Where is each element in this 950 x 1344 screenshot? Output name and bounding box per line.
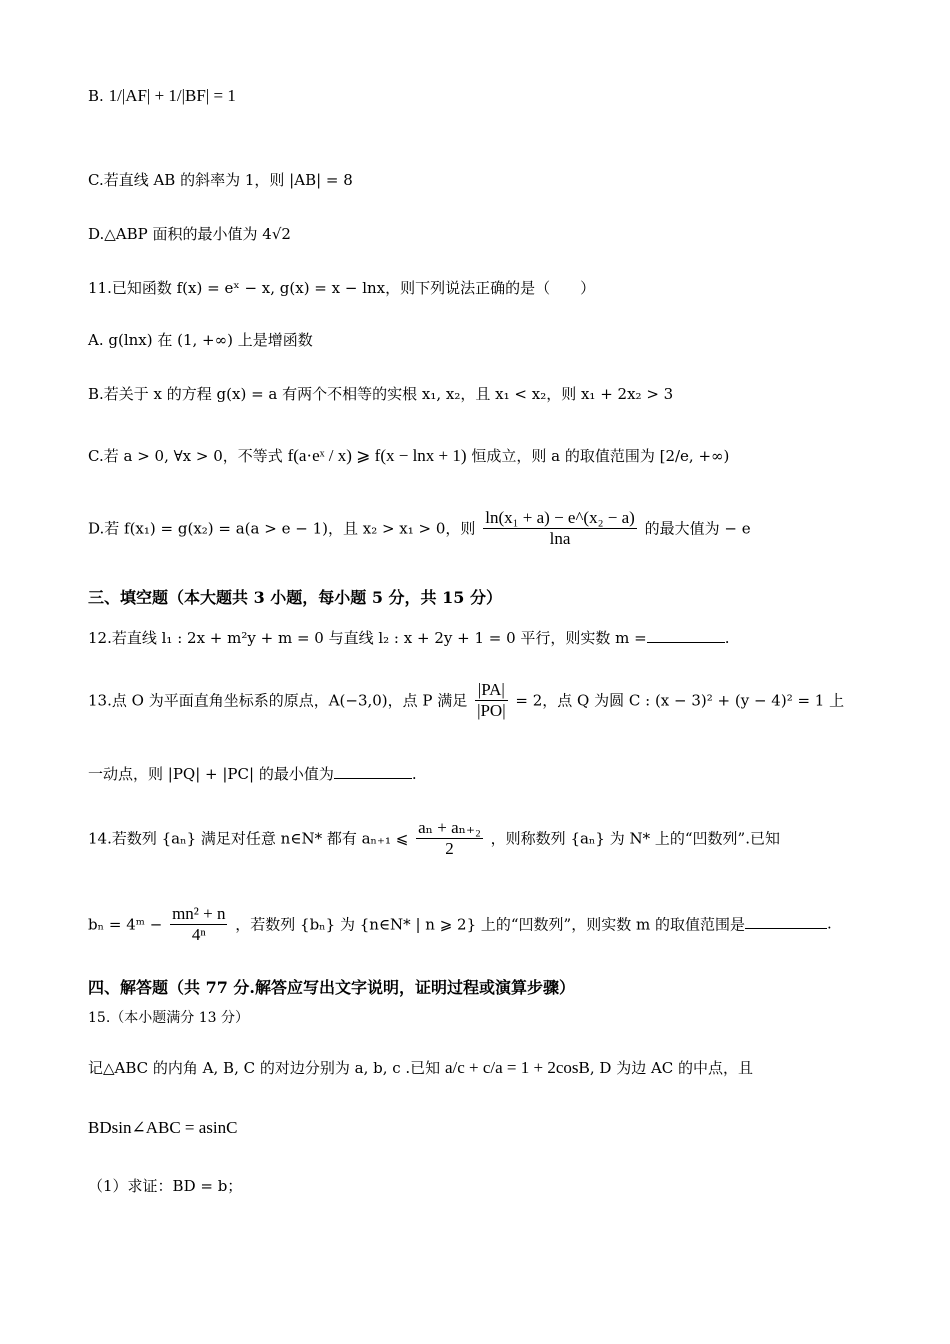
- q14-line-2: bₙ = 4ᵐ − $\frac{\text{mn² + n}}{\text{4ⁿ}}$ ，若数列 {bₙ} 为 {n∈N* | n ⩾ 2} 上的“凹数列”，则实数 m 的取值范围是 .: [88, 904, 832, 944]
- q15-points: 15.（本小题满分 13 分）: [88, 1010, 249, 1026]
- q13-fraction: [475, 680, 508, 721]
- q14-line-2-numerator: mn² + n: [172, 904, 226, 923]
- section-3-heading: 三、填空题（本大题共 3 小题，每小题 5 分，共 15 分）: [88, 588, 502, 607]
- q14-post: ，则称数列 {aₙ} 为 N* 上的“凹数列”.已知: [490, 829, 780, 848]
- q13-post: = 2，点 Q 为圆 C : (x − 3)² + (y − 4)² = 1 上: [515, 691, 845, 710]
- q11-option-c-post: 恒成立，则 a 的取值范围为 [2/e, +∞): [471, 447, 730, 465]
- q11-option-d-fraction: [483, 508, 637, 549]
- q11-option-c-inequality: f(a·eˣ / x) ⩾ f(x − lnx + 1): [287, 446, 467, 465]
- q14-line-1: [88, 818, 870, 859]
- q13-answer-blank: [334, 764, 412, 779]
- q10-option-b-label: B.: [88, 87, 104, 105]
- q15-line-2: BDsin∠ABC = asinC: [88, 1118, 238, 1137]
- q15-line-1-pre: 记△ABC 的内角 A, B, C 的对边分别为 a, b, c .已知: [88, 1059, 441, 1077]
- q11-option-d-denominator: lna: [549, 529, 571, 548]
- section-4-heading: 四、解答题（共 77 分.解答应写出文字说明，证明过程或演算步骤）: [88, 978, 575, 997]
- q15-line-1-post: , D 为边 AC 的中点，且: [589, 1059, 754, 1077]
- q14-numerator: aₙ + aₙ₊₂: [418, 818, 481, 837]
- q10-option-b: [88, 86, 870, 106]
- q13-line-2: 一动点，则 |PQ| + |PC| 的最小值为 .: [88, 765, 417, 783]
- q14-answer-blank: [745, 914, 827, 929]
- q14-line-2-denominator: 4ⁿ: [191, 925, 206, 944]
- q13-pre: 13.点 O 为平面直角坐标系的原点，A(−3,0)，点 P 满足: [88, 691, 468, 710]
- q12: 12.若直线 l₁ : 2x + m²y + m = 0 与直线 l₂ : x + 2y + 1 = 0 平行，则实数 m = .: [88, 629, 730, 647]
- q13-denominator: |PO|: [477, 701, 506, 720]
- q15-line-1: [88, 1058, 870, 1078]
- q15-condition: a/c + c/a = 1 + 2cosB: [444, 1058, 590, 1077]
- q11-option-d-numerator: ln(x₁ + a) − e^(x₂ − a): [485, 508, 635, 527]
- q11-option-a: A. g(lnx) 在 (1, +∞) 上是增函数: [88, 331, 313, 349]
- q11-option-b: B.若关于 x 的方程 g(x) = a 有两个不相等的实根 x₁, x₂，且 x₁ < x₂，则 x₁ + 2x₂ > 3: [88, 385, 674, 403]
- q14-line-2-post: ，若数列 {bₙ} 为 {n∈N* | n ⩾ 2} 上的“凹数列”，则实数 m 的取值范围是: [235, 915, 745, 934]
- q12-answer-blank: [647, 628, 725, 643]
- q11-option-c: [88, 446, 870, 466]
- q11-option-d-post: 的最大值为 − e: [644, 519, 751, 538]
- q14-denominator: 2: [445, 839, 454, 858]
- q10-option-b-math: 1/|AF| + 1/|BF| = 1: [108, 86, 236, 105]
- q14-fraction: [416, 818, 483, 859]
- q10-option-d: D.△ABP 面积的最小值为 4√2: [88, 225, 291, 243]
- q13-numerator: |PA|: [475, 680, 508, 701]
- q10-option-c: C.若直线 AB 的斜率为 1，则 |AB| = 8: [88, 171, 353, 189]
- q13-line-1: [88, 680, 870, 721]
- q13-line-2-text: 一动点，则 |PQ| + |PC| 的最小值为: [88, 765, 334, 783]
- q11-stem: 11.已知函数 f(x) = eˣ − x, g(x) = x − lnx，则下列说法正确的是（ ）: [88, 279, 596, 297]
- q14-line-2-fraction: [170, 904, 227, 945]
- q11-option-d-pre: D.若 f(x₁) = g(x₂) = a(a > e − 1)，且 x₂ > x₁ > 0，则: [88, 519, 476, 538]
- q11-option-c-pre: C.若 a > 0, ∀x > 0，不等式: [88, 447, 283, 465]
- q11-option-d: [88, 508, 870, 549]
- q15-part-1: （1）求证：BD = b；: [88, 1177, 243, 1195]
- q12-text: 12.若直线 l₁ : 2x + m²y + m = 0 与直线 l₂ : x + 2y + 1 = 0 平行，则实数 m =: [88, 629, 647, 647]
- q14-pre: 14.若数列 {aₙ} 满足对任意 n∈N* 都有 aₙ₊₁ ⩽: [88, 829, 409, 848]
- q14-line-2-pre: bₙ = 4ᵐ −: [88, 915, 163, 934]
